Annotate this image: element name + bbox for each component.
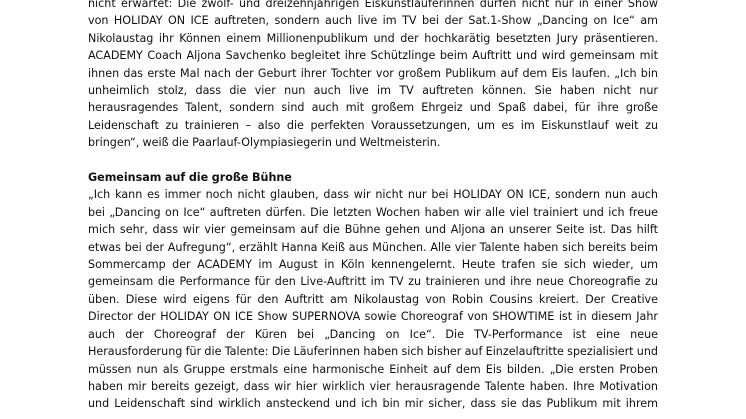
text-line: unheimlich stolz, dass die vier nun auch live im TV auftreten können. Sie haben nicht nur: [88, 84, 658, 98]
intro-paragraph: [88, 0, 658, 152]
text-line: gemeinsam die Performance für den Live-Auftritt im TV zu trainieren und ihre neue Choreografie zu: [88, 275, 658, 289]
text-line: Director der HOLIDAY ON ICE Show SUPERNOVA sowie Choreograf von SHOWTIME ist in diesem Jahr: [88, 310, 658, 324]
text-line: herausragendes Talent, sondern sind auch mit großem Ehrgeiz und Spaß dabei, für ihre große: [88, 101, 658, 115]
text-line: üben. Diese wird eigens für den Auftritt am Nikolaustag von Robin Cousins kreiert. Der Creative: [88, 292, 658, 306]
text-line: müssen nun als Gruppe erstmals eine harmonische Einheit auf dem Eis bilden. „Die ersten Proben: [88, 362, 658, 376]
text-line: „Ich kann es immer noch nicht glauben, dass wir nicht nur bei HOLIDAY ON ICE, sondern nun auch: [88, 188, 658, 202]
text-line: Leidenschaft zu trainieren – also die perfekten Voraussetzungen, um es im Eiskunstlauf weit zu: [88, 118, 658, 132]
paragraph-spacer: [88, 152, 658, 169]
text-line: ACADEMY Coach Aljona Savchenko begleitet ihre Schützlinge beim Auftritt und wird gemeinsam mit: [88, 49, 658, 63]
text-line: Nikolaustag ihr Können einem Millionenpublikum und der hochkarätig besetzten Jury präsentieren.: [88, 31, 658, 45]
document-page: [88, 0, 658, 413]
text-line: auch der Choreograf der Küren bei „Dancing on Ice“. Die TV-Performance ist eine neue: [88, 327, 658, 341]
text-line: bringen“, weiß die Paarlauf-Olympiasiegerin und Weltmeisterin.: [88, 136, 441, 150]
text-line: etwas bei der Aufregung“, erzählt Hanna Keiß aus München. Alle vier Talente haben sich bereits beim: [88, 240, 658, 254]
text-line: haben mir bereits gezeigt, dass wir hier wirklich vier herausragende Talente haben. Ihre Motivation: [88, 379, 658, 393]
text-line: von HOLIDAY ON ICE auftreten, sondern auch live im TV bei der Sat.1-Show „Dancing on Ice“ am: [88, 14, 658, 28]
text-line: nicht erwartet: Die zwölf- und dreizehnjährigen Eiskunstläuferinnen dürfen nicht nur in einer Show: [88, 0, 658, 10]
text-line: ihnen das erste Mal nach der Geburt ihrer Tochter vor großem Publikum auf dem Eis laufen. „Ich bin: [88, 66, 658, 80]
section-paragraph: [88, 169, 658, 413]
text-line: Sommercamp der ACADEMY im August in Köln kennengelernt. Heute trafen sie sich wieder, um: [88, 258, 658, 272]
section-heading: Gemeinsam auf die große Bühne: [88, 171, 292, 185]
text-line: bei „Dancing on Ice“ auftreten dürfen. Die letzten Wochen haben wir alle viel trainiert und ich freue: [88, 205, 658, 219]
text-line: mich sehr, dass wir vier gemeinsam auf die Bühne gehen und Aljona an unserer Seite ist. Das hilft: [88, 223, 658, 237]
text-line: Herausforderung für die Talente: Die Läuferinnen haben sich bisher auf Einzelauftritte spezialisiert und: [88, 345, 658, 359]
text-line: und Leidenschaft sind wirklich ansteckend und ich bin mir sicher, dass sie das Publikum mit ihrem: [88, 397, 658, 411]
